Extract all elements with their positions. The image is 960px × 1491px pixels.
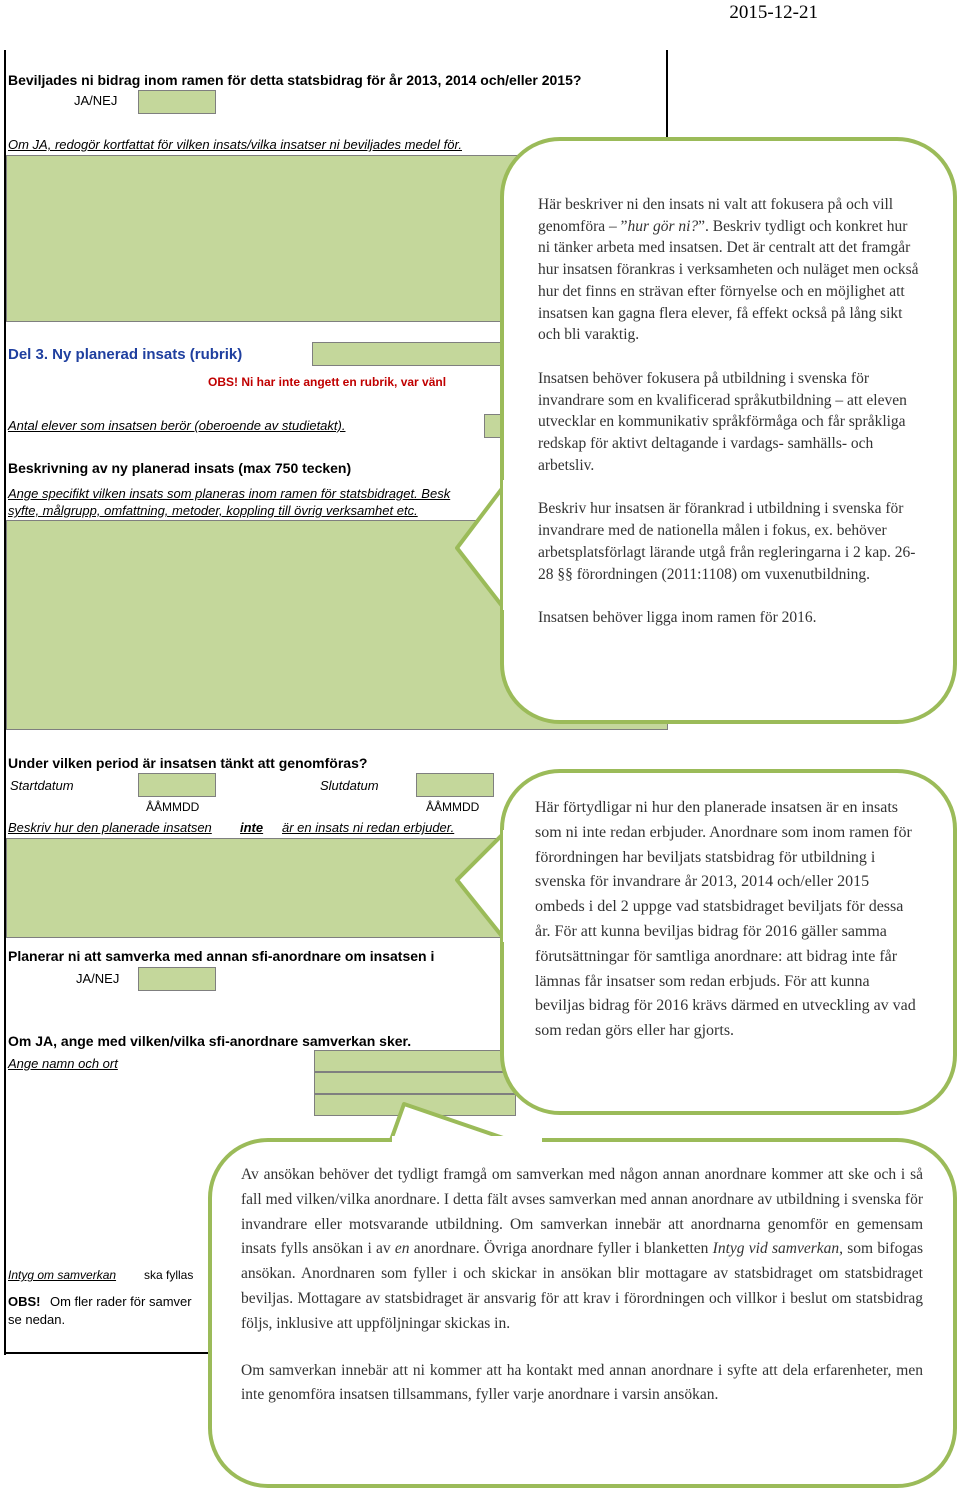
- obs-fler-text: Om fler rader för samver: [50, 1294, 192, 1309]
- obs-rubrik-warning: OBS! Ni har inte angett en rubrik, var vänl: [208, 375, 447, 389]
- samverka-ja-nej-field[interactable]: [138, 967, 216, 991]
- startdatum-label: Startdatum: [10, 778, 74, 793]
- granted-ja-nej-field[interactable]: [138, 90, 216, 114]
- bubble1-paragraph-3: Beskriv hur insatsen är förankrad i utbildning i svenska för invandrare med de nationella målen i fokus, ex. behöver arbetsplatsförlagt lärande utgå från regleringarna i 2 kap. 26-28 §§ förordningen (2011:1108) om vuxenutbildning.: [538, 500, 916, 583]
- bubble1-tail-cover: [503, 480, 513, 610]
- date-format-2: ÅÅMMDD: [426, 800, 480, 814]
- del3-heading: Del 3. Ny planerad insats (rubrik): [8, 346, 243, 363]
- ja-nej-label-2: JA/NEJ: [76, 971, 120, 986]
- bubble3-text: [241, 1163, 923, 1430]
- antal-elever-label: Antal elever som insatsen berör (oberoende av studietakt).: [8, 418, 346, 433]
- startdatum-field[interactable]: [138, 773, 216, 797]
- inte-emphasis: inte: [240, 820, 264, 835]
- form-bottom-border: [4, 1352, 214, 1354]
- bubble3-paragraph-2: Om samverkan innebär att ni kommer att ha kontakt med annan anordnare i syfte att dela erfarenheter, men inte genomföra insatsen tillsammans, fyller varje anordnare i varsin ansökan.: [241, 1361, 923, 1404]
- ange-namn-label: Ange namn och ort: [8, 1056, 118, 1071]
- date-header: 2015-12-21: [729, 2, 818, 23]
- obs-fler-label: OBS!: [8, 1294, 41, 1309]
- slutdatum-label: Slutdatum: [320, 778, 379, 793]
- redan-erbjuder-label: är en insats ni redan erbjuder.: [282, 820, 455, 835]
- beskrivning-sub-2: syfte, målgrupp, omfattning, metoder, koppling till övrig verksamhet etc.: [8, 503, 418, 518]
- samverkan-question: Om JA, ange med vilken/vilka sfi-anordnare samverkan sker.: [8, 1033, 412, 1049]
- rubrik-field[interactable]: [312, 342, 514, 366]
- slutdatum-field[interactable]: [416, 773, 494, 797]
- bubble1-paragraph-4: Insatsen behöver ligga inom ramen för 2016.: [538, 609, 817, 627]
- beskrivning-sub-1: Ange specifikt vilken insats som planeras inom ramen för statsbidraget. Besk: [8, 486, 451, 501]
- inte-redan-field[interactable]: [6, 838, 508, 938]
- question-granted: Beviljades ni bidrag inom ramen för detta statsbidrag för år 2013, 2014 och/eller 2015?: [8, 72, 582, 88]
- bubble1-paragraph-1: Här beskriver ni den insats ni valt att fokusera på och vill genomföra – ”hur gör ni?”. Beskriv tydligt och konkret hur ni tänker arbeta med insatsen. Det är centralt att det framgår hur insatsen förankras i verksamheten och nuläget men också hur det finns en strävan efter förnyelse och en möjlighet att insatsen kan gagna flera elever, få effekt också på lång sikt och bli varaktig.: [538, 196, 919, 344]
- if-yes-instruction: Om JA, redogör kortfattat för vilken insats/vilka insatser ni beviljades medel för.: [8, 137, 462, 152]
- bubble1-paragraph-2: Insatsen behöver fokusera på utbildning i svenska för invandrare som en kvalificerad språkutbildning – att eleven utvecklar en kommunikativ språkförmåga och får språkliga redskap för aktivt deltagande i vardags- samhälls- och arbetsliv.: [538, 369, 907, 474]
- samverkan-row-1[interactable]: [314, 1050, 516, 1072]
- bubble1-text: [538, 194, 920, 651]
- beskrivning-heading: Beskrivning av ny planerad insats (max 750 tecken): [8, 460, 352, 476]
- intyg-label: Intyg om samverkan: [8, 1268, 117, 1282]
- ja-nej-label-1: JA/NEJ: [74, 93, 118, 108]
- ska-fyllas-label: ska fyllas: [144, 1268, 194, 1282]
- date-format-1: ÅÅMMDD: [146, 800, 200, 814]
- bubble3-tail-cover: [392, 1136, 542, 1144]
- beskriv-hur-label: Beskriv hur den planerade insatsen: [8, 820, 212, 835]
- period-heading: Under vilken period är insatsen tänkt att genomföras?: [8, 755, 368, 771]
- samverka-heading: Planerar ni att samverka med annan sfi-anordnare om insatsen i: [8, 948, 435, 964]
- bubble3-paragraph-1: Av ansökan behöver det tydligt framgå om samverkan med någon annan anordnare kommer att ske och i så fall med vilken/vilka anordnare. I detta fält avses samverkan med annan anordnare av utbildning i svenska för invandrare eller motsvarande utbildning. Om samverkan innebär att anordnarna genomför en gemensam insats fylls ansökan i av en anordnare. Övriga anordnare fyller i blanketten Intyg vid samverkan, som bifogas ansökan. Anordnaren som fyller i och skickar in ansökan blir mottagare av statsbidraget om statsbidraget beviljas. Mottagare av statsbidraget är ansvarig för att krav i förordningen och villkor i beslut om statsbidrag följs, inklusive att uppföljningar skickas in.: [241, 1166, 924, 1332]
- bubble2-tail-cover: [503, 830, 513, 942]
- se-nedan-label: se nedan.: [8, 1312, 66, 1327]
- samverkan-row-2[interactable]: [314, 1072, 516, 1094]
- bubble2-text: Här förtydligar ni hur den planerade insatsen är en insats som ni inte redan erbjuder. Anordnare som inom ramen för förordningen har beviljats statsbidrag för utbildning i svenska för invandrare år 2013, 2014 och/eller 2015 ombeds i del 2 uppge vad statsbidraget beviljats för dessa år. För att kunna beviljas bidrag för 2016 gäller samma förutsättningar för samtliga anordnare: att bidrag inte får lämnas får insatser som redan erbjuds. För att kunna beviljas bidrag för 2016 krävs därmed en utveckling av vad som redan görs eller har gjorts.: [535, 799, 916, 1040]
